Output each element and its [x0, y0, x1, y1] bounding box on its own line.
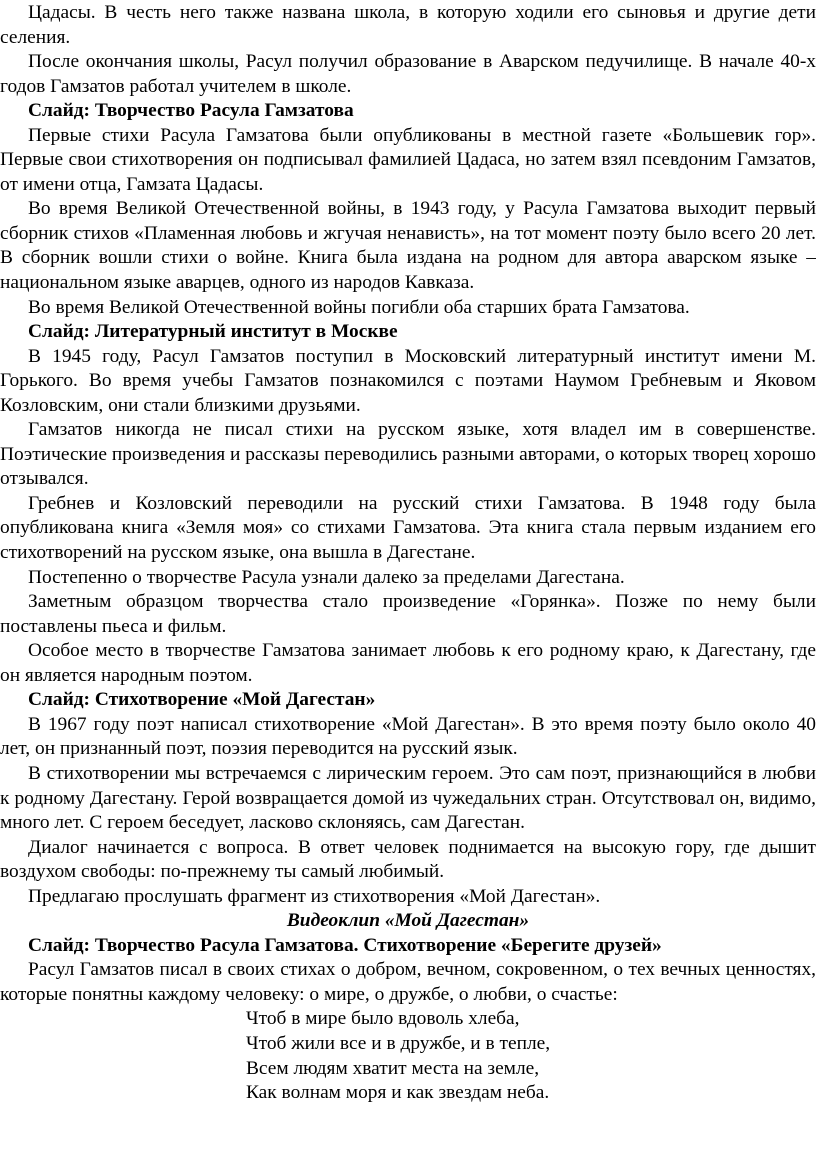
paragraph: Диалог начинается с вопроса. В ответ человек поднимается на высокую гору, где дышит воздухом свободы: по-прежнему ты самый любимый.: [0, 836, 816, 883]
paragraph: Во время Великой Отечественной войны погибли оба старших брата Гамзатова.: [28, 296, 690, 318]
poem-line: Чтоб в мире было вдоволь хлеба,: [246, 1008, 520, 1030]
paragraph: Во время Великой Отечественной войны, в 1943 году, у Расула Гамзатова выходит первый сборник стихов «Пламенная любовь и жгучая ненависть», на тот момент поэту было всего 20 лет. В сборник вошли стихи о войне. Книга была издана на родном для автора аварском языке – национальном языке аварцев, одного из народов Кавказа.: [0, 198, 816, 294]
video-clip-caption: Видеоклип «Мой Дагестан»: [286, 910, 530, 932]
paragraph: В 1967 году поэт написал стихотворение «Мой Дагестан». В это время поэту было около 40 лет, он признанный поэт, поэзия переводится на русский язык.: [0, 713, 816, 760]
paragraph: Гамзатов никогда не писал стихи на русском языке, хотя владел им в совершенстве. Поэтические произведения и рассказы переводились разными авторами, о которых творец хорошо отзывался.: [0, 419, 816, 490]
slide-heading: Слайд: Творчество Расула Гамзатова: [28, 100, 354, 122]
paragraph: После окончания школы, Расул получил образование в Аварском педучилище. В начале 40-х годов Гамзатов работал учителем в школе.: [0, 51, 816, 97]
slide-heading: Слайд: Стихотворение «Мой Дагестан»: [28, 689, 376, 711]
paragraph: В 1945 году, Расул Гамзатов поступил в Московский литературный институт имени М. Горького. Во время учебы Гамзатов познакомился с поэтами Наумом Гребневым и Яковом Козловским, они стали близкими друзьями.: [0, 345, 816, 416]
paragraph: Расул Гамзатов писал в своих стихах о добром, вечном, сокровенном, о тех вечных ценностях, которые понятны каждому человеку: о мире, о дружбе, о любви, о счастье:: [0, 959, 816, 1005]
paragraph: В стихотворении мы встречаемся с лирическим героем. Это сам поэт, признающийся в любви к родному Дагестану. Герой возвращается домой из чужедальних стран. Отсутствовал он, видимо, много лет. С героем беседует, ласково склоняясь, сам Дагестан.: [0, 762, 816, 834]
poem-line: Чтоб жили все и в дружбе, и в тепле,: [246, 1032, 551, 1054]
paragraph: Первые стихи Расула Гамзатова были опубликованы в местной газете «Большевик гор». Первые свои стихотворения он подписывал фамилией Цадаса, но затем взял псевдоним Гамзатов, от имени отца, Гамзата Цадасы.: [0, 124, 816, 195]
slide-heading: Слайд: Творчество Расула Гамзатова. Стихотворение «Берегите друзей»: [28, 934, 662, 956]
poem-line: Всем людям хватит места на земле,: [246, 1057, 540, 1079]
paragraph: Особое место в творчестве Гамзатова занимает любовь к его родному краю, к Дагестану, где он является народным поэтом.: [0, 640, 816, 686]
paragraph: Предлагаю прослушать фрагмент из стихотворения «Мой Дагестан».: [28, 885, 601, 907]
poem-excerpt: [246, 1007, 816, 1105]
slide-heading: Слайд: Литературный институт в Москве: [28, 321, 398, 343]
paragraph: Заметным образцом творчества стало произведение «Горянка». Позже по нему были поставлены пьеса и фильм.: [0, 591, 816, 637]
poem-line: Как волнам моря и как звездам неба.: [246, 1082, 550, 1104]
paragraph: Постепенно о творчестве Расула узнали далеко за пределами Дагестана.: [28, 566, 625, 588]
paragraph: Гребнев и Козловский переводили на русский стихи Гамзатова. В 1948 году была опубликована книга «Земля моя» со стихами Гамзатова. Эта книга стала первым изданием его стихотворений на русском языке, она вышла в Дагестане.: [0, 492, 816, 564]
paragraph: Цадасы. В честь него также названа школа, в которую ходили его сыновья и другие дети селения.: [0, 2, 816, 48]
